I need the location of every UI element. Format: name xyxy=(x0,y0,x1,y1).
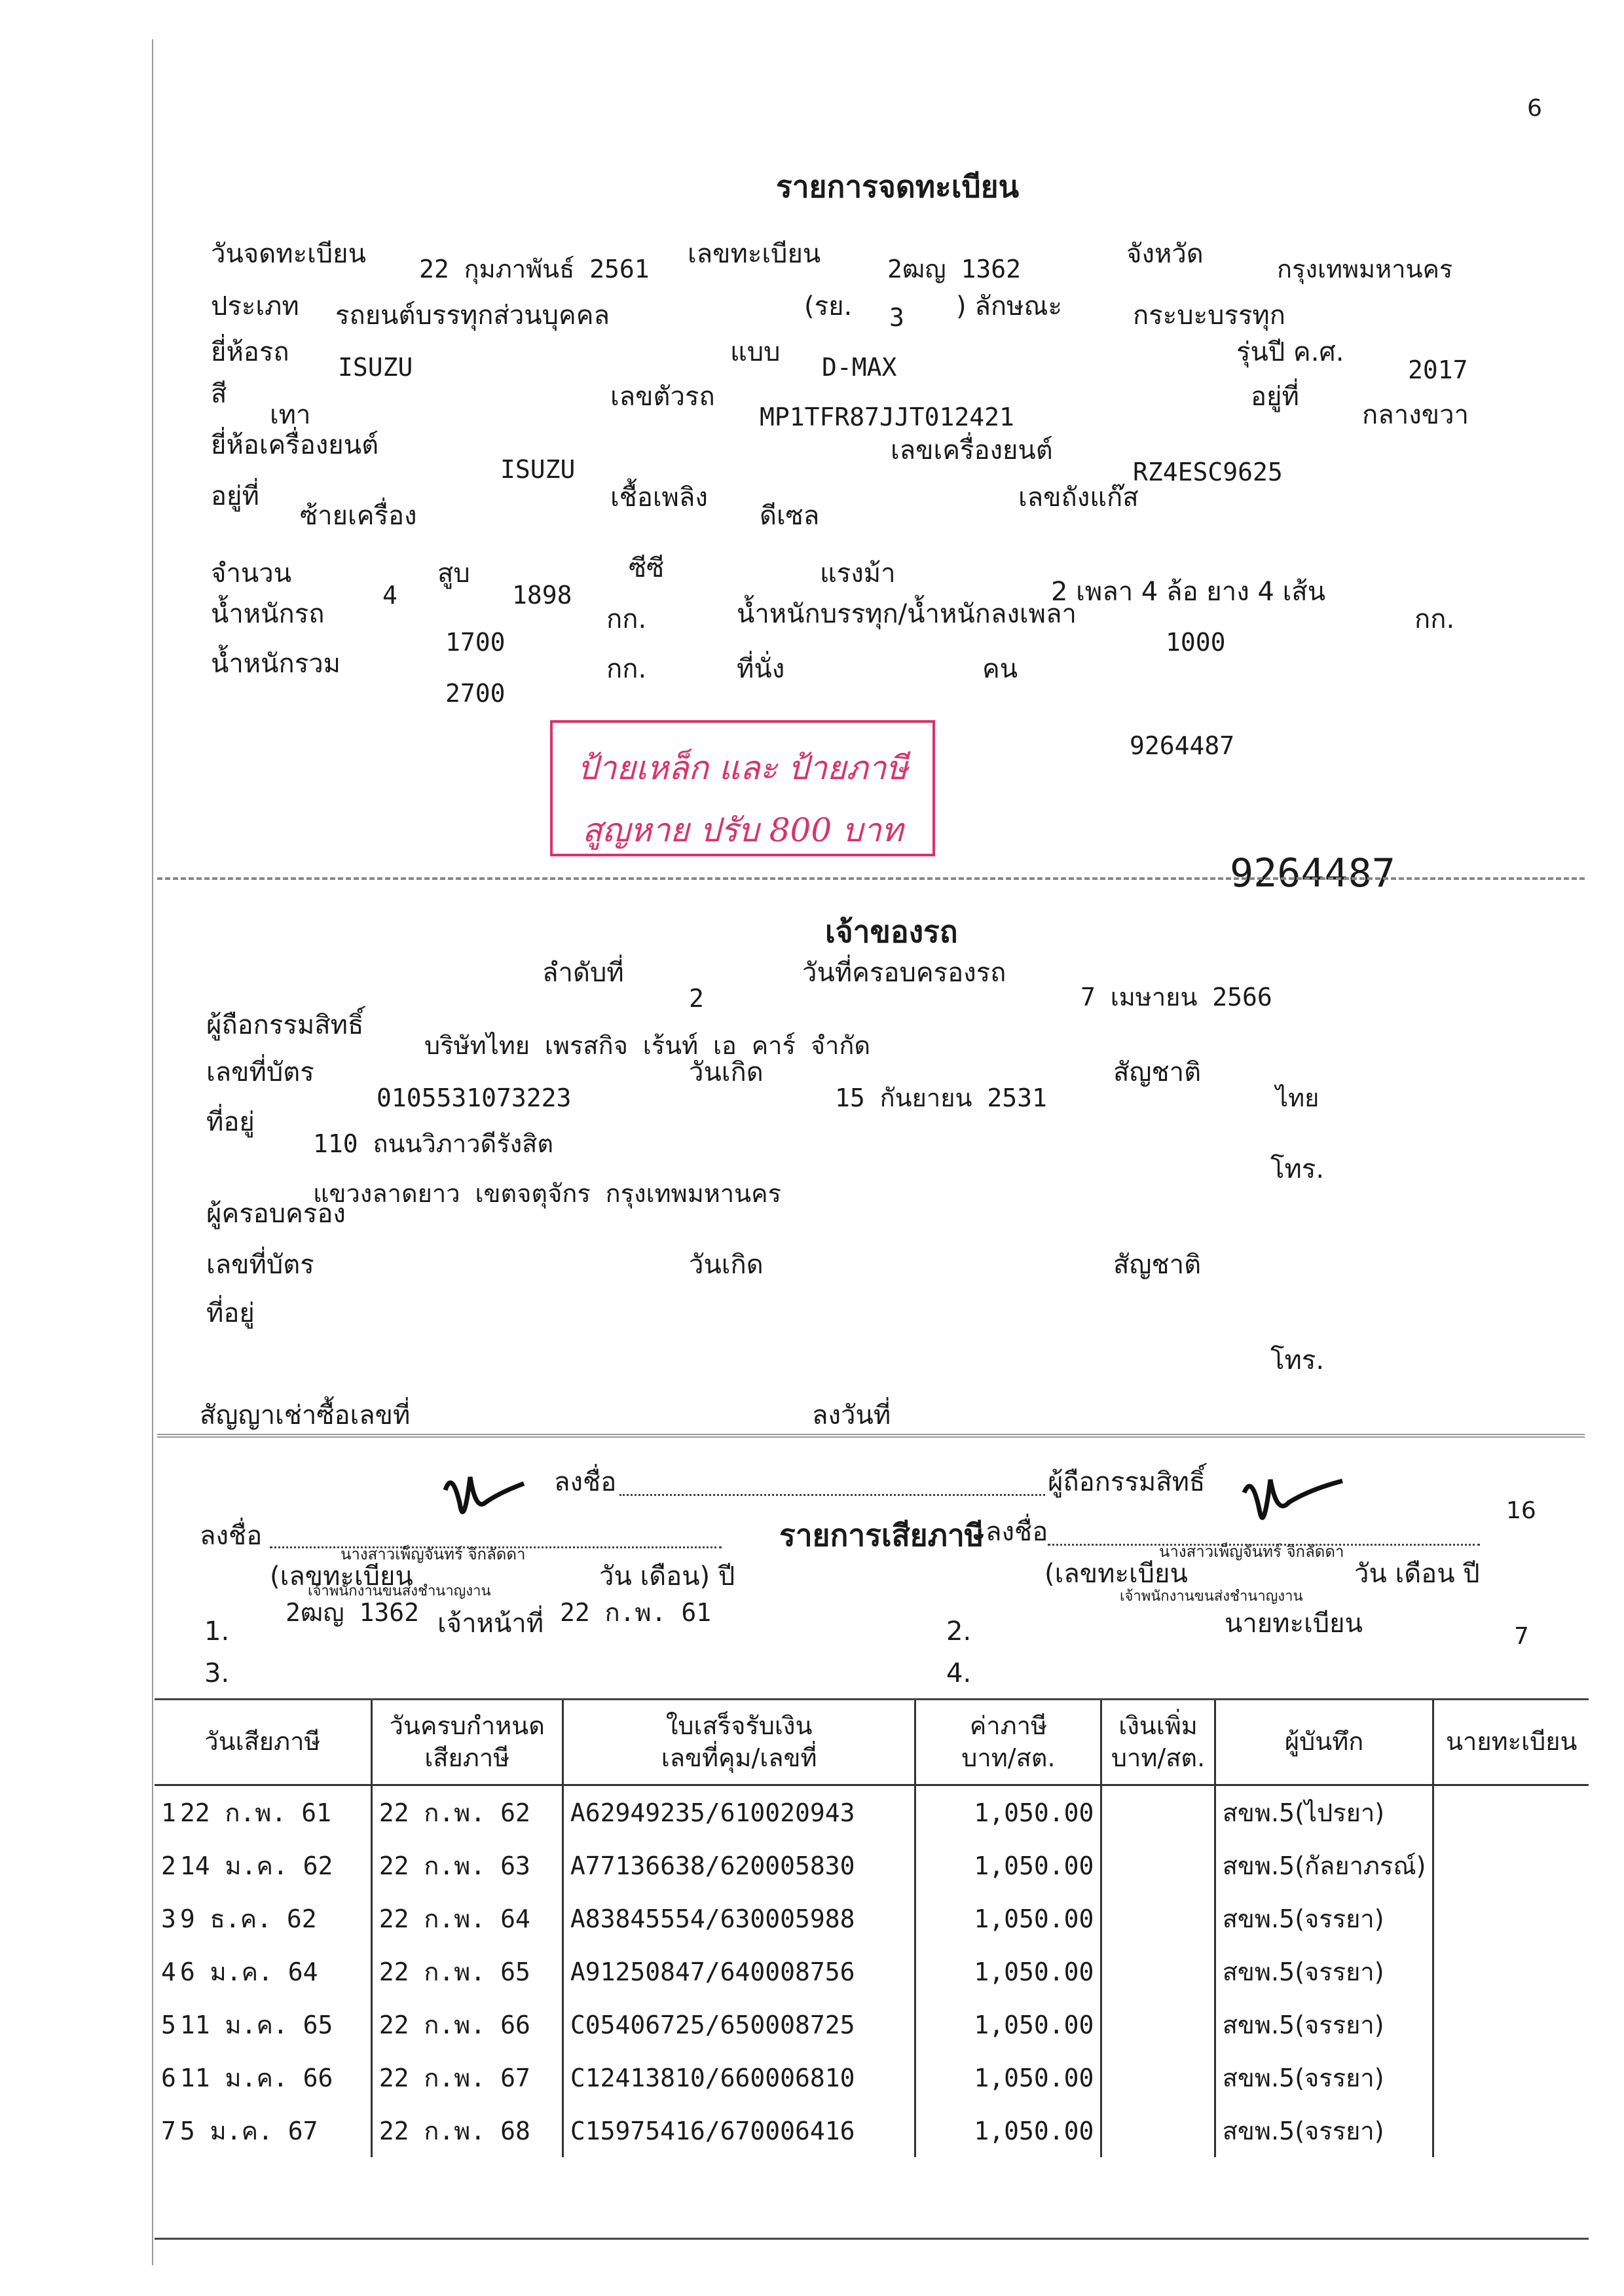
due-cell-text: 22 ก.พ. 64 xyxy=(378,1904,530,1933)
extra-cell xyxy=(1101,1945,1215,1998)
registrar-cell xyxy=(1433,2051,1589,2104)
year-value: 2017 xyxy=(1408,355,1468,384)
receipt-cell-text: C12413810/660006810 xyxy=(570,2063,855,2092)
amount-cell-text: 1,050.00 xyxy=(974,2063,1094,2092)
paid-cell-text: 11 ม.ค. 66 xyxy=(179,2064,333,2092)
extra-cell xyxy=(1101,1892,1215,1945)
registrar-role: นายทะเบียน xyxy=(1225,1609,1363,1639)
amount-cell-text: 1,050.00 xyxy=(974,1851,1094,1880)
receipt-cell-text: A62949235/610020943 xyxy=(570,1798,855,1827)
receipt-cell-text: C15975416/670006416 xyxy=(570,2116,855,2145)
possessor-phone-label: โทร. xyxy=(1270,1345,1325,1376)
possessor-card-label: เลขที่บัตร xyxy=(206,1250,314,1280)
ry-label: (รย. xyxy=(804,291,853,321)
reference-number-cut: 9264487 xyxy=(1230,850,1395,896)
possession-date-value: 7 เมษายน 2566 xyxy=(1080,983,1272,1011)
possessor-address-label: ที่อยู่ xyxy=(206,1298,255,1328)
paid-cell xyxy=(155,1998,371,2051)
tax-table xyxy=(155,1700,1589,2157)
seats-label: ที่นั่ง xyxy=(737,654,785,684)
nation-value: ไทย xyxy=(1276,1084,1320,1112)
due-cell-text: 22 ก.พ. 68 xyxy=(378,2117,530,2145)
row-number: 3 xyxy=(161,1904,176,1933)
col-receipt-line2: เลขที่คุม/เลขที่ xyxy=(661,1743,817,1772)
paid-cell xyxy=(155,2104,371,2157)
load-value: 1000 xyxy=(1166,628,1226,657)
due-cell xyxy=(371,1945,563,1998)
receipt-cell xyxy=(563,1839,915,1892)
cc-label: ซีซี xyxy=(629,553,665,583)
count-value: 4 xyxy=(382,581,397,610)
card-label: เลขที่บัตร xyxy=(206,1057,314,1087)
recorder-cell xyxy=(1215,1998,1433,2051)
page-number-16: 16 xyxy=(1506,1497,1536,1524)
holder-sign-role: ผู้ถือกรรมสิทธิ์ xyxy=(1048,1467,1206,1497)
recorder-cell xyxy=(1215,2104,1433,2157)
recorder-cell-text: สขพ.5(จรรยา) xyxy=(1222,1958,1384,1986)
sign-date-small: 22 ก.พ. 61 xyxy=(560,1598,712,1627)
signature-right xyxy=(1231,1467,1349,1545)
birth-value: 15 กันยายน 2531 xyxy=(835,1084,1047,1112)
hp-label: แรงม้า xyxy=(820,558,896,589)
holder-sign-label: ลงชื่อ xyxy=(554,1467,617,1497)
col-extra-line2: บาท/สต. xyxy=(1111,1743,1206,1772)
right-sign-label: ลงชื่อ xyxy=(986,1517,1048,1547)
office-right: เจ้าพนักงานขนส่งชำนาญงาน xyxy=(1120,1588,1303,1605)
tax-table-header xyxy=(155,1700,1589,1785)
type-label: ประเภท xyxy=(211,291,299,321)
receipt-cell xyxy=(563,1785,915,1840)
due-cell xyxy=(371,2051,563,2104)
left-sign-label: ลงชื่อ xyxy=(200,1521,263,1551)
stamp-line-1: ป้ายเหล็ก และ ป้ายภาษี xyxy=(577,749,908,787)
row-number: 6 xyxy=(161,2064,176,2092)
col-paid-date: วันเสียภาษี xyxy=(204,1727,321,1757)
year-label: รุ่นปี ค.ศ. xyxy=(1236,337,1344,367)
reg-date-label: วันจดทะเบียน xyxy=(211,239,366,269)
receipt-cell xyxy=(563,2104,915,2157)
recorder-cell xyxy=(1215,2051,1433,2104)
amount-cell xyxy=(915,1892,1101,1945)
col-tax-line1: ค่าภาษี xyxy=(969,1711,1048,1740)
character-label: ) ลักษณะ xyxy=(956,291,1063,321)
due-cell-text: 22 ก.พ. 65 xyxy=(378,1958,530,1986)
extra-cell xyxy=(1101,2104,1215,2157)
due-cell-text: 22 ก.พ. 62 xyxy=(378,1798,530,1827)
contract-date-label: ลงวันที่ xyxy=(812,1400,891,1430)
amount-cell-text: 1,050.00 xyxy=(974,1904,1094,1933)
sign-sub-left-date: วัน เดือน) ปี xyxy=(599,1561,735,1592)
tax-slot-4: 4. xyxy=(946,1658,972,1688)
amount-cell xyxy=(915,2051,1101,2104)
due-cell-text: 22 ก.พ. 66 xyxy=(378,2011,530,2039)
weight-label: น้ำหนักรถ xyxy=(211,599,325,629)
paid-cell-text: 5 ม.ค. 67 xyxy=(179,2117,318,2145)
col-tax-line2: บาท/สต. xyxy=(961,1743,1056,1772)
extra-cell xyxy=(1101,1785,1215,1840)
table-row xyxy=(155,1892,1589,1945)
amount-cell xyxy=(915,2104,1101,2157)
col-recorder: ผู้บันทึก xyxy=(1215,1700,1433,1785)
officer-name-left: นางสาวเพ็ญจันทร์ จิกลัดดา xyxy=(341,1545,526,1563)
recorder-cell xyxy=(1215,1892,1433,1945)
paid-cell xyxy=(155,1785,371,1840)
phone-label: โทร. xyxy=(1270,1154,1325,1184)
province-label: จังหวัด xyxy=(1126,239,1204,269)
due-cell xyxy=(371,2104,563,2157)
count-label: จำนวน xyxy=(211,558,292,589)
axle-value: 2 เพลา 4 ล้อ ยาง 4 เส้น xyxy=(1051,577,1326,607)
total-kg: กก. xyxy=(606,654,647,684)
possessor-nation-label: สัญชาติ xyxy=(1113,1250,1202,1280)
registration-title: รายการจดทะเบียน xyxy=(776,169,1020,204)
row-number: 4 xyxy=(161,1958,176,1986)
nation-label: สัญชาติ xyxy=(1113,1057,1202,1087)
table-bottom-rule xyxy=(155,2238,1589,2240)
section-divider-2 xyxy=(157,1434,1585,1438)
character-value: กระบะบรรทุก xyxy=(1133,301,1286,331)
color-value: เทา xyxy=(270,400,311,430)
tax-slot-3: 3. xyxy=(204,1658,230,1688)
weight-kg: กก. xyxy=(606,604,647,634)
paid-cell xyxy=(155,1892,371,1945)
receipt-cell-text: C05406725/650008725 xyxy=(570,2010,855,2039)
owner-title: เจ้าของรถ xyxy=(825,914,958,949)
registrar-cell xyxy=(1433,1998,1589,2051)
tax-slot-1: 1. xyxy=(204,1616,230,1647)
table-row xyxy=(155,2104,1589,2157)
col-due-date xyxy=(371,1700,563,1785)
address-line-1: 110 ถนนวิภาวดีรังสิต xyxy=(313,1129,554,1158)
cc-value: 1898 xyxy=(512,581,572,610)
type-value: รถยนต์บรรทุกส่วนบุคคล xyxy=(335,301,610,331)
receipt-cell xyxy=(563,1945,915,1998)
cyl-label: สูบ xyxy=(437,558,470,589)
paid-cell-text: 11 ม.ค. 65 xyxy=(179,2011,333,2039)
brand-value: ISUZU xyxy=(338,353,413,382)
address-line-2: แขวงลาดยาว เขตจตุจักร กรุงเทพมหานคร xyxy=(313,1179,781,1208)
paid-cell xyxy=(155,1839,371,1892)
engine-brand-label: ยี่ห้อเครื่องยนต์ xyxy=(211,430,379,460)
amount-cell-text: 1,050.00 xyxy=(974,2116,1094,2145)
recorder-cell-text: สขพ.5(ไปรยา) xyxy=(1222,1798,1385,1827)
engine-no-value: RZ4ESC9625 xyxy=(1133,458,1283,486)
engine-loc-value: ซ้ายเครื่อง xyxy=(300,501,417,531)
weight-value: 1700 xyxy=(445,628,506,657)
recorder-cell xyxy=(1215,1839,1433,1892)
engine-loc-label: อยู่ที่ xyxy=(211,481,259,511)
location-label: อยู่ที่ xyxy=(1251,382,1299,412)
engine-brand-value: ISUZU xyxy=(500,455,576,484)
extra-cell xyxy=(1101,1839,1215,1892)
sign-sub-right-date: วัน เดือน ปี xyxy=(1354,1559,1480,1589)
sign-sub-right: (เลขทะเบียน xyxy=(1044,1559,1188,1589)
amount-cell-text: 1,050.00 xyxy=(974,1957,1094,1986)
fuel-value: ดีเซล xyxy=(760,501,820,531)
section-divider xyxy=(157,877,1585,880)
due-cell xyxy=(371,1892,563,1945)
paid-cell-text: 14 ม.ค. 62 xyxy=(179,1851,333,1880)
due-cell xyxy=(371,1839,563,1892)
sign-sub-left: (เลขทะเบียน xyxy=(270,1561,413,1592)
recorder-cell xyxy=(1215,1945,1433,1998)
province-value: กรุงเทพมหานคร xyxy=(1277,255,1453,283)
page-number-7: 7 xyxy=(1514,1623,1529,1650)
recorder-cell-text: สขพ.5(จรรยา) xyxy=(1222,2117,1384,2145)
amount-cell xyxy=(915,1945,1101,1998)
table-row xyxy=(155,1998,1589,2051)
color-label: สี xyxy=(211,379,227,409)
recorder-cell-text: สขพ.5(จรรยา) xyxy=(1222,2011,1384,2039)
paid-cell xyxy=(155,1945,371,1998)
col-extra xyxy=(1101,1700,1215,1785)
recorder-cell-text: สขพ.5(จรรยา) xyxy=(1222,1904,1384,1933)
table-row xyxy=(155,1785,1589,1840)
lost-plate-stamp xyxy=(550,720,935,856)
plate-value: 2ฒญ 1362 xyxy=(887,255,1021,283)
officer-role: เจ้าหน้าที่ xyxy=(437,1609,544,1639)
amount-cell xyxy=(915,1998,1101,2051)
receipt-cell-text: A77136638/620005830 xyxy=(570,1851,855,1880)
registrar-cell xyxy=(1433,2104,1589,2157)
seats-unit: คน xyxy=(982,654,1018,684)
office-left: เจ้าพนักงานขนส่งชำนาญงาน xyxy=(308,1583,491,1599)
col-due-date-line2: เสียภาษี xyxy=(424,1743,510,1772)
birth-label: วันเกิด xyxy=(689,1057,764,1087)
recorder-cell-text: สขพ.5(จรรยา) xyxy=(1222,2064,1384,2092)
holder-label: ผู้ถือกรรมสิทธิ์ xyxy=(206,1010,364,1040)
total-value: 2700 xyxy=(445,679,506,708)
paid-cell-text: 22 ก.พ. 61 xyxy=(179,1798,331,1827)
receipt-cell xyxy=(563,1892,915,1945)
row-number: 5 xyxy=(161,2011,176,2039)
seq-value: 2 xyxy=(689,984,704,1013)
seq-label: ลำดับที่ xyxy=(542,958,624,988)
page-number: 6 xyxy=(1527,95,1542,122)
col-due-date-line1: วันครบกำหนด xyxy=(389,1711,545,1740)
due-cell-text: 22 ก.พ. 63 xyxy=(378,1851,530,1880)
table-row xyxy=(155,1945,1589,1998)
possession-date-label: วันที่ครอบครองรถ xyxy=(802,958,1006,988)
recorder-cell xyxy=(1215,1785,1433,1840)
total-label: น้ำหนักรวม xyxy=(211,649,341,679)
col-registrar: นายทะเบียน xyxy=(1433,1700,1589,1785)
engine-no-label: เลขเครื่องยนต์ xyxy=(891,435,1053,465)
extra-cell xyxy=(1101,2051,1215,2104)
row-number: 2 xyxy=(161,1851,176,1880)
amount-cell-text: 1,050.00 xyxy=(974,2010,1094,2039)
address-label: ที่อยู่ xyxy=(206,1107,255,1137)
registrar-cell xyxy=(1433,1839,1589,1892)
amount-cell xyxy=(915,1839,1101,1892)
reg-date-value: 22 กุมภาพันธ์ 2561 xyxy=(419,255,650,283)
chassis-label: เลขตัวรถ xyxy=(610,382,715,412)
tax-slot-2: 2. xyxy=(946,1616,972,1647)
col-tax xyxy=(915,1700,1101,1785)
possessor-birth-label: วันเกิด xyxy=(689,1250,764,1280)
row-number: 7 xyxy=(161,2117,176,2145)
paid-cell-text: 9 ธ.ค. 62 xyxy=(179,1904,317,1933)
scan-edge xyxy=(152,39,153,2265)
extra-cell xyxy=(1101,1998,1215,2051)
gas-tank-label: เลขถังแก๊ส xyxy=(1018,483,1139,513)
possessor-label: ผู้ครอบครอง xyxy=(206,1199,346,1229)
receipt-cell xyxy=(563,1998,915,2051)
registrar-cell xyxy=(1433,1785,1589,1840)
model-value: D-MAX xyxy=(822,353,897,382)
due-cell-text: 22 ก.พ. 67 xyxy=(378,2064,530,2092)
col-extra-line1: เงินเพิ่ม xyxy=(1118,1711,1198,1740)
ry-value: 3 xyxy=(889,303,904,332)
amount-cell-text: 1,050.00 xyxy=(974,1798,1094,1827)
recorder-cell-text: สขพ.5(กัลยาภรณ์) xyxy=(1222,1851,1426,1880)
stamp-line-2: สูญหาย ปรับ 800 บาท xyxy=(582,811,903,849)
tax-title: รายการเสียภาษี xyxy=(779,1518,985,1553)
receipt-cell xyxy=(563,2051,915,2104)
officer-name-right: นางสาวเพ็ญจันทร์ จิกลัดดา xyxy=(1159,1542,1344,1561)
brand-label: ยี่ห้อรถ xyxy=(211,337,289,367)
col-receipt-line1: ใบเสร็จรับเงิน xyxy=(665,1711,813,1740)
amount-cell xyxy=(915,1785,1101,1840)
receipt-cell-text: A83845554/630005988 xyxy=(570,1904,855,1933)
card-value: 0105531073223 xyxy=(377,1084,572,1112)
sign-plate-small: 2ฒญ 1362 xyxy=(286,1598,419,1627)
reference-number: 9264487 xyxy=(1130,731,1235,760)
signature-left xyxy=(432,1464,530,1542)
receipt-cell-text: A91250847/640008756 xyxy=(570,1957,855,1986)
registrar-cell xyxy=(1433,1945,1589,1998)
due-cell xyxy=(371,1785,563,1840)
paid-cell xyxy=(155,2051,371,2104)
holder-sign-line xyxy=(619,1494,1045,1496)
fuel-label: เชื้อเพลิง xyxy=(610,483,708,513)
location-value: กลางขวา xyxy=(1362,400,1469,430)
table-row xyxy=(155,1839,1589,1892)
paid-cell-text: 6 ม.ค. 64 xyxy=(179,1958,318,1986)
load-kg: กก. xyxy=(1414,604,1455,634)
due-cell xyxy=(371,1998,563,2051)
holder-value: บริษัทไทย เพรสกิจ เร้นท์ เอ คาร์ จำกัด xyxy=(424,1031,871,1060)
row-number: 1 xyxy=(161,1798,176,1827)
load-label: น้ำหนักบรรทุก/น้ำหนักลงเพลา xyxy=(737,599,1077,629)
col-receipt xyxy=(563,1700,915,1785)
chassis-value: MP1TFR87JJT012421 xyxy=(760,403,1014,431)
contract-label: สัญญาเช่าซื้อเลขที่ xyxy=(200,1400,411,1430)
model-label: แบบ xyxy=(730,337,781,367)
table-row xyxy=(155,2051,1589,2104)
plate-label: เลขทะเบียน xyxy=(688,239,821,269)
registrar-cell xyxy=(1433,1892,1589,1945)
